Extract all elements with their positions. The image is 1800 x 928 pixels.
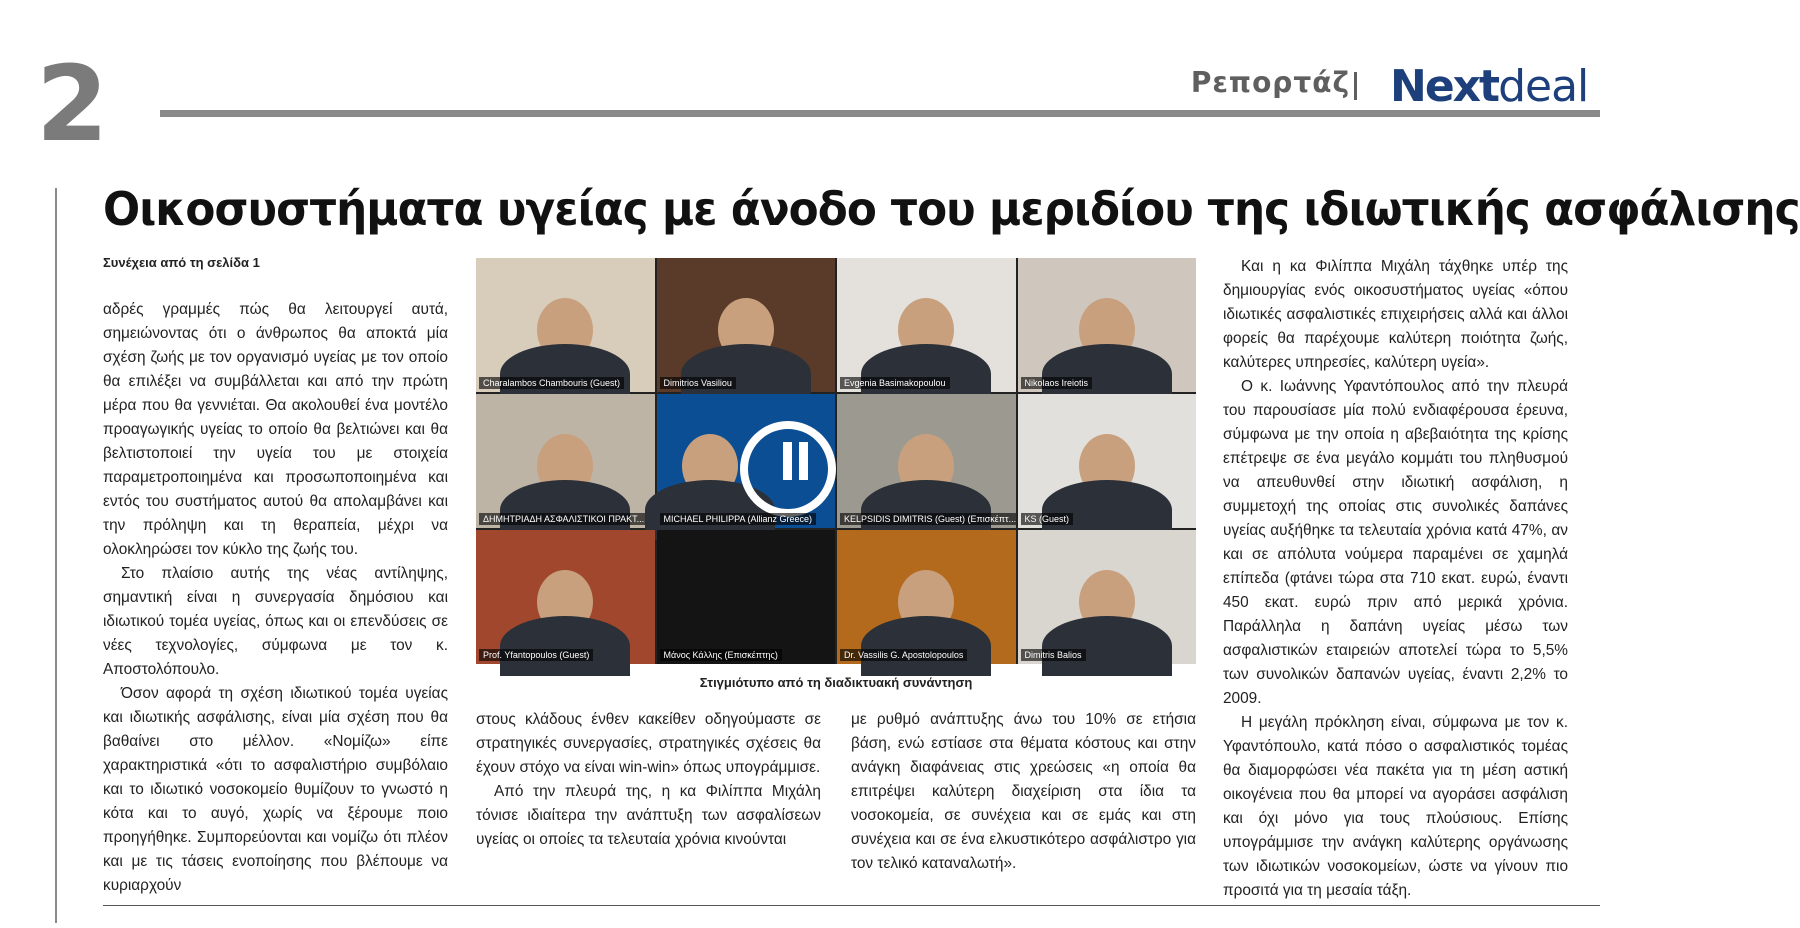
photo-tile [476,530,655,664]
participant-label: Charalambos Chambouris (Guest) [479,377,624,389]
header-rule [160,110,1600,117]
participant-label: Μάνος Κάλλης (Επισκέπτης) [660,649,782,661]
participant-label: MICHAEL PHILIPPA (Allianz Greece) [660,513,817,525]
paragraph: αδρές γραμμές πώς θα λειτουργεί αυτά, σημειώνοντας ότι ο άνθρωπος θα αποκτά μία σχέση ζωής με τον οργανισμό υγείας με τον οποίο θα επιλέξει να συμβάλλεται και από την πρώτη μέρα που θα γεννιέται. Θα ακολουθεί ένα μοντέλο προαγωγικής υγείας το οποίο θα βελτιώνει και θα βελτιστοποιεί την υγεία του με στοιχεία παραμετροποιημένα και προσωποποιημένα και εντός του συστήματος αυτού θα απολαμβάνει και την πρόληψη και τη θεραπεία, μέχρι να ολοκληρώσει τον κύκλο της ζωής του. [103,301,448,558]
paragraph: Ο κ. Ιωάννης Υφαντόπουλος από την πλευρά του παρουσίασε μία πολύ ενδιαφέρουσα έρευνα, σύμφωνα με την οποία η αβεβαιότητα της κρίσης επέτρεψε σε ένα μεγάλο κομμάτι του πληθυσμού να απευθυνθεί στην ιδιωτική ασφάλιση, η συμμετοχή της οποίας στις συνολικές δαπάνες υγείας αυξήθηκε τα τελευταία χρόνια κατά 47%, αν και σε απόλυτα νούμερα παραμένει σε χαμηλά επίπεδα (φτάνει τώρα στα 710 εκατ. ευρώ, έναντι 450 εκατ. ευρώ πριν από μερικά χρόνια. Παράλληλα η δαπάνη υγείας μέσω των ασφαλιστικών εταιρειών αποτελεί τώρα το 5,5% των συνολικών δαπανών υγείας, έναντι 2,2% το 2009. [1223,378,1568,707]
article-headline: Οικοσυστήματα υγείας με άνοδο του μεριδίου της ιδιωτικής ασφάλισης [103,182,1800,236]
paragraph: στους κλάδους ένθεν κακείθεν οδηγούμαστε σε στρατηγικές συνεργασίες, στρατηγικές σχέσεις θα έχουν στόχο να είναι win-win» όπως υπογράμμισε. [476,711,821,776]
photo-tile [837,394,1016,528]
photo-tile [1018,394,1197,528]
participant-label: Dimitrios Vasiliou [660,377,736,389]
article-column-3 [851,708,1196,876]
photo-tile [657,394,836,528]
article-column-2 [476,708,821,852]
participant-label: Prof. Yfantopoulos (Guest) [479,649,593,661]
continuation-note: Συνέχεια από τη σελίδα 1 [103,255,260,270]
article-column-1 [103,298,448,898]
paragraph: Η μεγάλη πρόκληση είναι, σύμφωνα με τον κ. Υφαντόπουλο, κατά πόσο ο ασφαλιστικός τομέας θα διαμορφώσει νέα πακέτα για τη μέση αστική οικογένεια που θα μπορεί να αγοράσει ασφάλιση και όχι μόνο για τους πλούσιους. Επίσης υπογράμμισε την ανάγκη καλύτερης οργάνωσης των ιδιωτικών νοσοκομείων, ώστε να γίνουν πιο προσιτά για τη μεσαία τάξη. [1223,714,1568,899]
paragraph: Από την πλευρά της, η κα Φιλίππα Μιχάλη τόνισε ιδιαίτερα την ανάπτυξη των ασφαλίσεων υγείας οι οποίες τα τελευταία χρόνια κινούνται [476,783,821,848]
paragraph: Στο πλαίσιο αυτής της νέας αντίληψης, σημαντική είναι η συνεργασία δημόσιου και ιδιωτικού τομέα υγείας, όπως και οι επενδύσεις σε νέες τεχνολογίες, σύμφωνα με τον κ. Αποστολόπουλο. [103,565,448,678]
photo-tile [837,258,1016,392]
footer-rule [103,905,1600,906]
participant-label: Nikolaos Ireiotis [1021,377,1093,389]
section-label: Ρεπορτάζ [1190,66,1350,99]
photo-tile [476,258,655,392]
participant-label: KELPSIDIS DIMITRIS (Guest) (Επισκέπτ... [840,513,1016,525]
paragraph: Και η κα Φιλίππα Μιχάλη τάχθηκε υπέρ της δημιουργίας ενός οικοσυστήματος υγείας «όπου ιδιωτικές ασφαλιστικές επιχειρήσεις αλλά και άλλοι φορείς θα παρέχουμε καλύτερη ποιότητα ζωής, καλύτερες υπηρεσίες, καλύτερη υγεία». [1223,258,1568,371]
photo-tile [1018,530,1197,664]
photo-tile [476,394,655,528]
participant-label: ΔΗΜΗΤΡΙΑΔΗ ΑΣΦΑΛΙΣΤΙΚΟΙ ΠΡΑΚΤ... [479,513,648,525]
paragraph: Όσον αφορά τη σχέση ιδιωτικού τομέα υγείας και ιδιωτικής ασφάλισης, είναι μία σχέση που θα βαθαίνει στο μέλλον. «Νομίζω» είπε χαρακτηριστικά «ότι το ασφαλιστήριο συμβόλαιο και το ιδιωτικό νοσοκομείο θυμίζουν το γνωστό η κότα και το αυγό, χωρίς να ξέρουμε ποιο προηγήθηκε. Συμπορεύονται και νομίζω ότι πλέον και με τις τάσεις ενοποίησης που βλέπουμε να κυριαρχούν [103,685,448,894]
paragraph: με ρυθμό ανάπτυξης άνω του 10% σε ετήσια βάση, ενώ εστίασε στα θέματα κόστους και στην ανάγκη διαφάνειας στις χρεώσεις «η οποία θα επιτρέψει καλύτερη διαχείριση στα ίδια τα νοσοκομεία, σε συνέχεια και σε εμάς και στη συνέχεια και σε ένα ελκυστικότερο ασφάλιστρο για τον τελικό καταναλωτή». [851,711,1196,872]
participant-label: Dr. Vassilis G. Apostolopoulos [840,649,967,661]
participant-label: KS (Guest) [1021,513,1074,525]
page-number: 2 [36,43,109,165]
photo-tile [657,258,836,392]
left-rule [55,188,57,923]
article-column-4 [1223,255,1568,903]
participant-label: Dimitris Balios [1021,649,1086,661]
brand-light: deal [1498,61,1589,112]
brand-bold: Next [1390,61,1499,112]
section-separator [1354,72,1357,100]
photo-tile [837,530,1016,664]
brand-logo [1390,62,1588,112]
photo-tile [657,530,836,664]
video-conference-photo [476,258,1196,664]
photo-tile [1018,258,1197,392]
photo-caption: Στιγμιότυπο από τη διαδικτυακή συνάντηση [699,675,973,690]
participant-label: Evgenia Basimakopoulou [840,377,950,389]
